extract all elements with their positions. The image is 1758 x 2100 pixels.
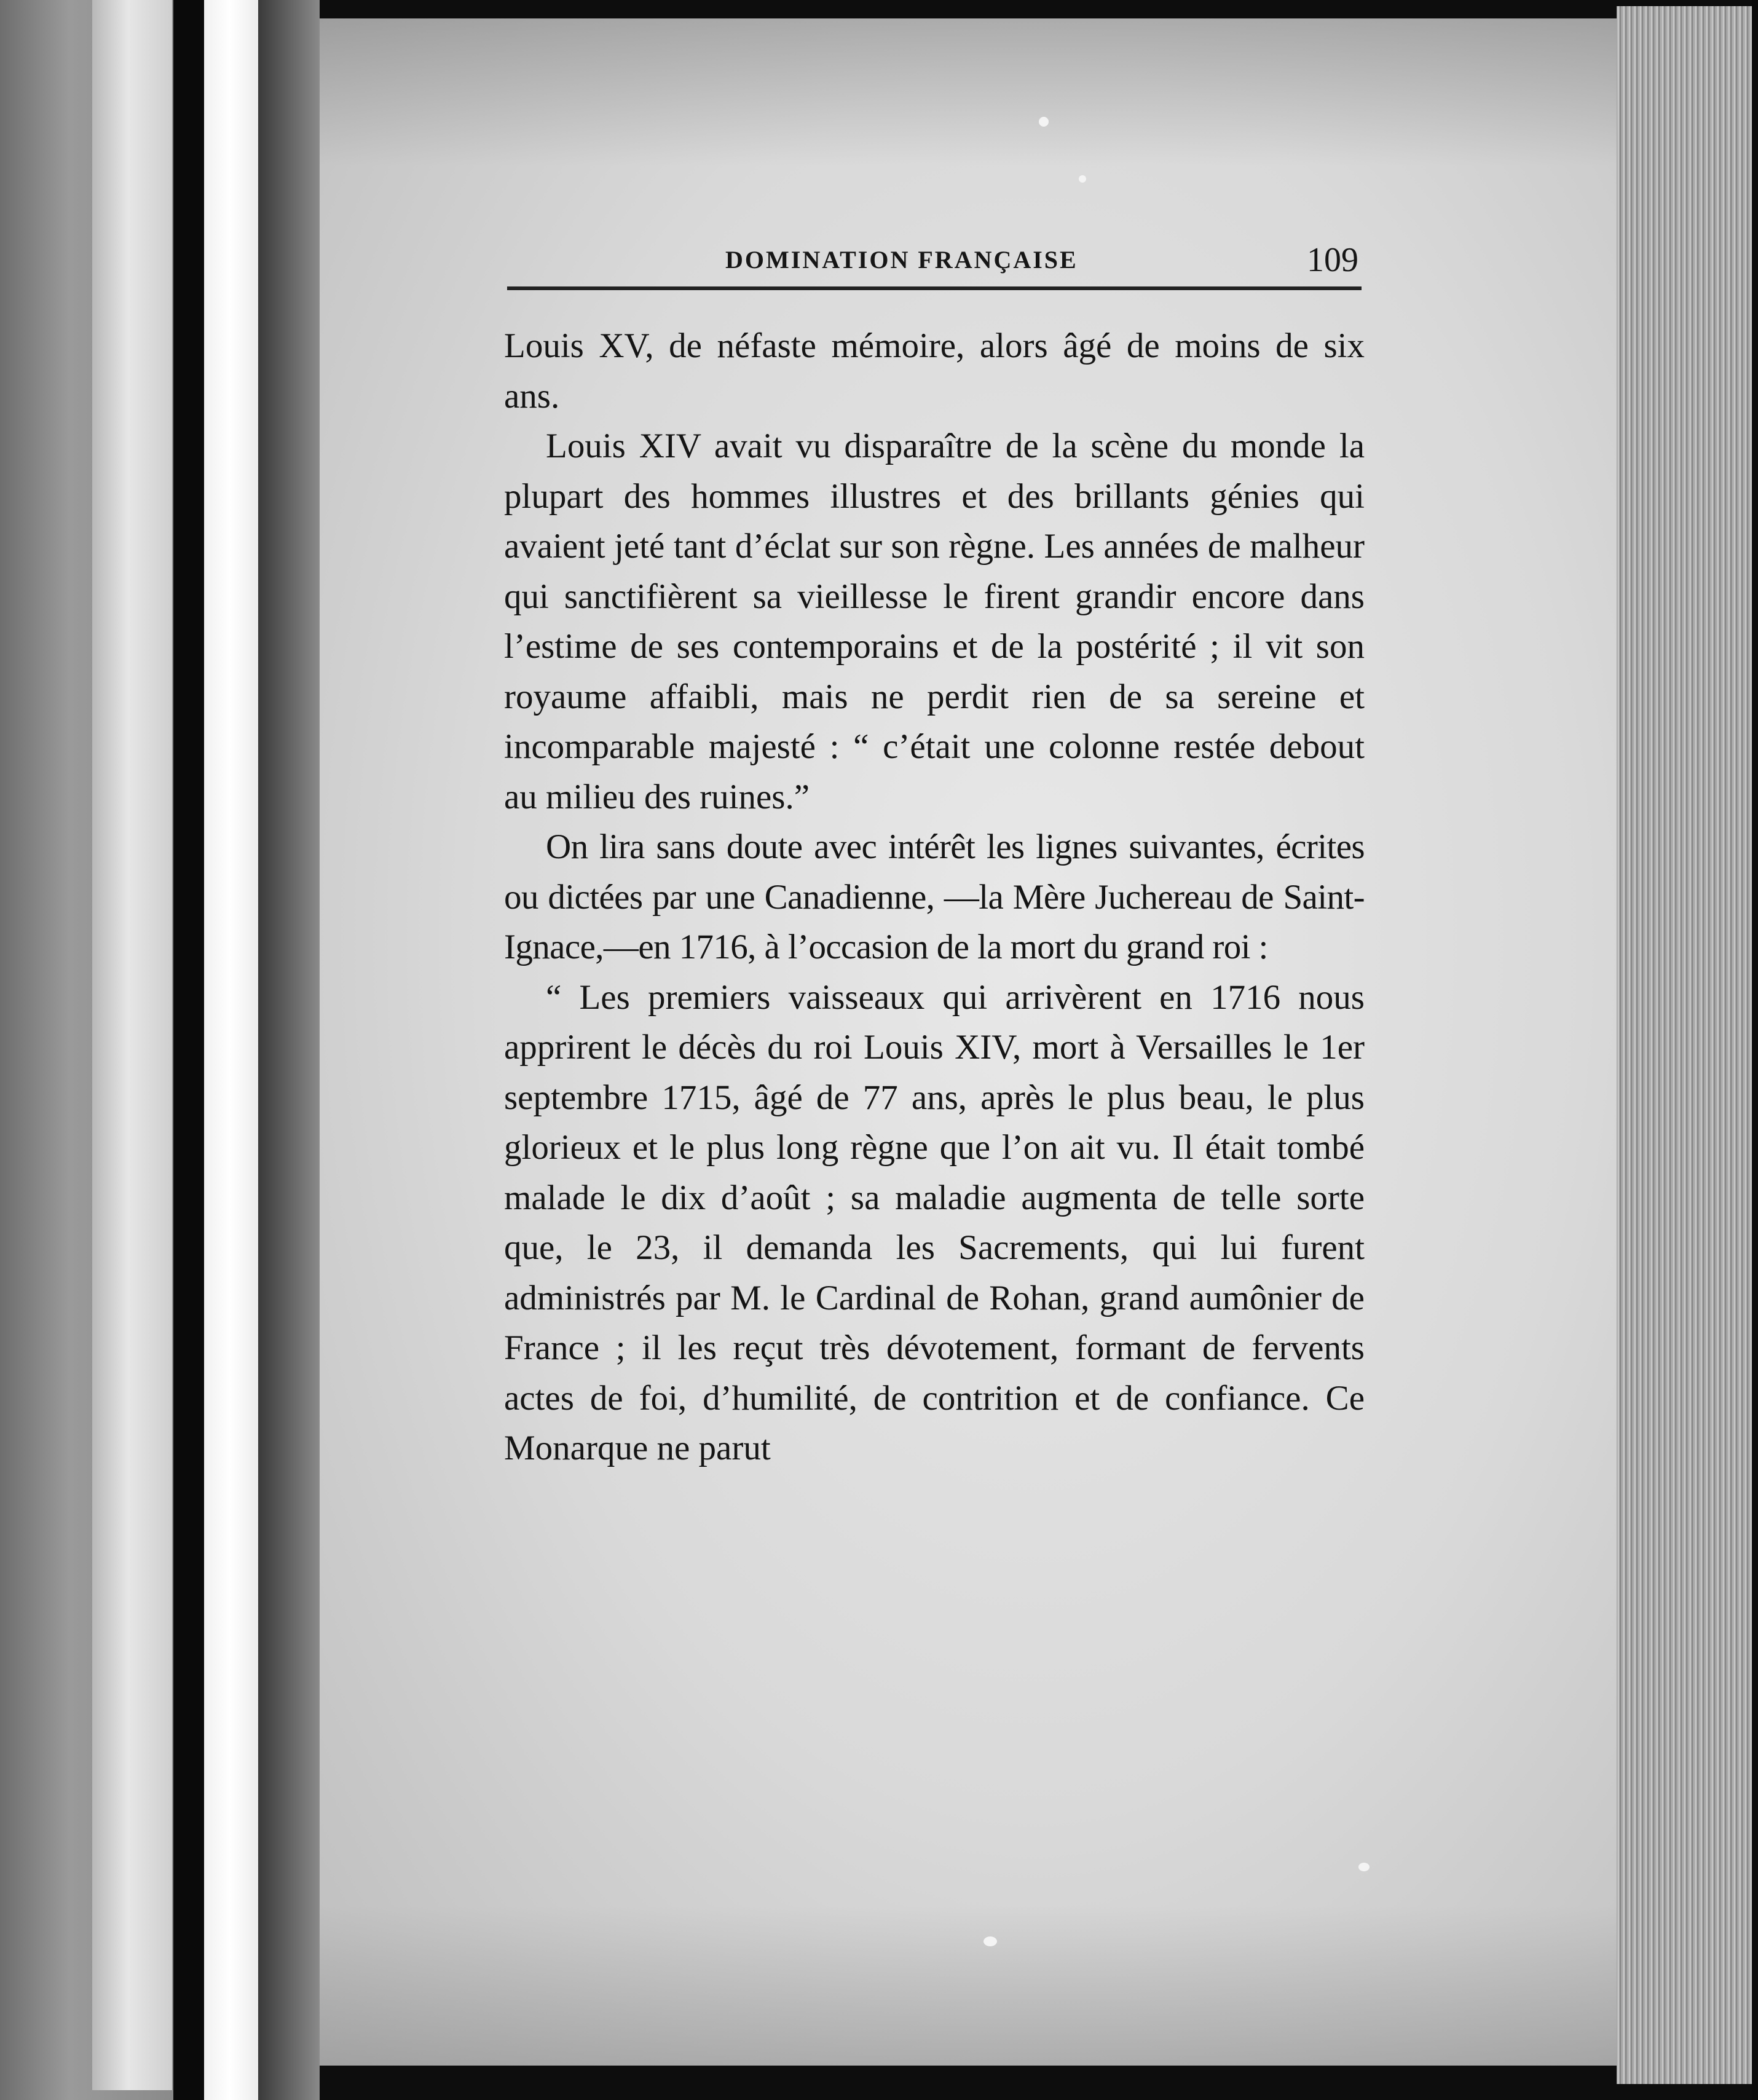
page-bottom-shade	[320, 1906, 1617, 2066]
facing-page-margin	[92, 0, 172, 2090]
dust-speck	[1039, 117, 1049, 127]
book-gutter	[173, 0, 204, 2100]
page-top-shade	[320, 18, 1617, 166]
paragraph: On lira sans doute avec intérêt les lignes suivantes, écrites ou dictées par une Canadienne, —la Mère Juchereau de Saint-Ignace,—en 1716, à l’occasion de la mort du grand roi :	[504, 827, 1365, 966]
dust-speck	[1079, 175, 1086, 183]
book-block-edges	[1617, 6, 1752, 2084]
paragraph: “ Les premiers vaisseaux qui arrivèrent en 1716 nous apprirent le décès du roi Louis XIV, mort à Versailles le 1er septembre 1715, âgé de 77 ans, après le plus beau, le plus glorieux et le plus long règne que l’on ait vu. Il était tombé malade le dix d’août ; sa maladie augmenta de telle sorte que, le 23, il demanda les Sacrements, qui lui furent administrés par M. le Cardinal de Rohan, grand aumônier de France ; il les reçut très dévotement, formant de fervents actes de foi, d’humilité, de contrition et de confiance. Ce Monarque ne parut	[504, 977, 1365, 1467]
paragraph: Louis XIV avait vu disparaître de la scène du monde la plupart des hommes illustres et des brillants génies qui avaient jeté tant d’éclat sur son règne. Les années de malheur qui sanctifièrent sa vieillesse le firent grandir encore dans l’estime de ses contemporains et de la postérité ; il vit son royaume affaibli, mais ne perdit rien de sa sereine et incomparable majesté : “ c’était une colonne restée debout au milieu des ruines.”	[504, 427, 1365, 816]
dust-speck	[983, 1936, 997, 1946]
page-header	[725, 239, 1358, 282]
paragraph: Louis XV, de néfaste mémoire, alors âgé de moins de six ans.	[504, 326, 1365, 416]
page-number: 109	[1307, 241, 1358, 279]
header-rule	[507, 286, 1362, 290]
scan-border	[1752, 0, 1758, 2100]
dust-speck	[1358, 1863, 1370, 1871]
binding-shadow	[258, 0, 320, 2100]
running-title: DOMINATION FRANÇAISE	[725, 246, 1078, 274]
page-body	[504, 321, 1365, 1474]
